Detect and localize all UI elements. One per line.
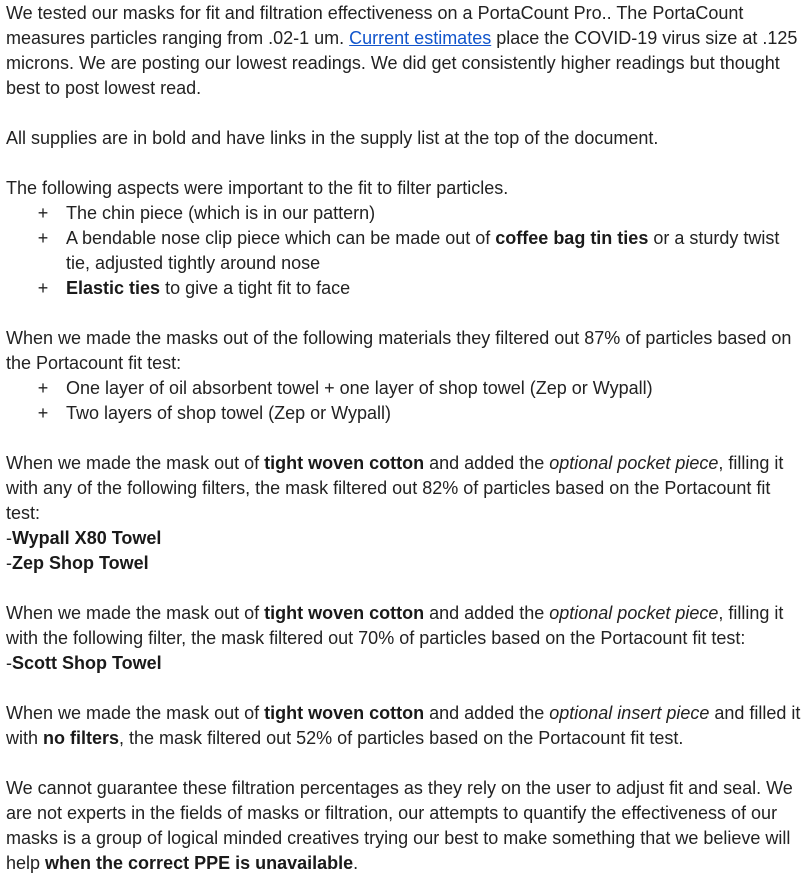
supplies-note: All supplies are in bold and have links in the supply list at the top of the document. (6, 128, 659, 148)
coffee-bag-tin-ties-supply: coffee bag tin ties (495, 228, 649, 248)
list-item (6, 401, 806, 426)
pocket-82-text-1: When we made the mask out of (6, 453, 265, 473)
optional-pocket-piece-label: optional pocket piece (549, 603, 719, 623)
paragraph-spacer (6, 101, 806, 126)
aspects-list (6, 201, 806, 301)
dash-marker: - (6, 553, 12, 573)
intro-paragraph (6, 1, 806, 101)
dash-marker: - (6, 653, 12, 673)
zep-shop-towel-supply: Zep Shop Towel (12, 553, 149, 573)
material-option-1: One layer of oil absorbent towel + one layer of shop towel (Zep or Wypall) (66, 378, 653, 398)
intro-text-1: We tested our masks for fit and filtration effectiveness on a PortaCount Pro.. The PortaCount measures particles ranging from .02-1 um. (6, 3, 744, 48)
paragraph-spacer (6, 751, 806, 776)
scott-shop-towel-supply: Scott Shop Towel (12, 653, 162, 673)
list-item (6, 226, 806, 276)
insert-52-text-1: When we made the mask out of (6, 703, 265, 723)
paragraph-spacer (6, 676, 806, 701)
pocket-70-text-1: When we made the mask out of (6, 603, 265, 623)
dash-marker: - (6, 528, 12, 548)
wypall-x80-towel-supply: Wypall X80 Towel (12, 528, 162, 548)
pocket-70-paragraph (6, 601, 806, 651)
pocket-70-text-2: and added the (424, 603, 550, 623)
optional-pocket-piece-label: optional pocket piece (549, 453, 719, 473)
paragraph-spacer (6, 151, 806, 176)
aspect-nose-clip-text-end: or a sturdy twist tie, adjusted tightly around nose (66, 228, 780, 273)
disclaimer-paragraph (6, 776, 806, 876)
disclaimer-end: . (353, 853, 359, 873)
no-filters-label: no filters (43, 728, 120, 748)
intro-text-2: place the COVID-19 virus size at .125 microns. We are posting our lowest readings. We did get consistently higher readings but thought best to post lowest read. (6, 28, 798, 98)
filter-line (6, 551, 806, 576)
insert-52-text-3: and filled it with (6, 703, 801, 748)
paragraph-spacer (6, 301, 806, 326)
optional-insert-piece-label: optional insert piece (549, 703, 710, 723)
tight-woven-cotton-supply: tight woven cotton (264, 453, 425, 473)
paragraph-spacer (6, 426, 806, 451)
plus-bullet-icon: + (37, 378, 49, 398)
plus-bullet-icon: + (37, 278, 49, 298)
pocket-70-text-3: , filling it with the following filter, the mask filtered out 70% of particles based on the Portacount fit test: (6, 603, 784, 648)
tight-woven-cotton-supply: tight woven cotton (264, 603, 425, 623)
insert-52-text-4: , the mask filtered out 52% of particles based on the Portacount fit test. (119, 728, 684, 748)
filter-line (6, 526, 806, 551)
plus-bullet-icon: + (37, 403, 49, 423)
tight-woven-cotton-supply: tight woven cotton (264, 703, 425, 723)
correct-ppe-unavailable-label: when the correct PPE is unavailable (45, 853, 354, 873)
plus-bullet-icon: + (37, 228, 49, 248)
plus-bullet-icon: + (37, 203, 49, 223)
filter-line (6, 651, 806, 676)
elastic-ties-supply: Elastic ties (66, 278, 161, 298)
aspect-elastic-text: to give a tight fit to face (160, 278, 351, 298)
insert-52-paragraph (6, 701, 806, 751)
insert-52-text-2: and added the (424, 703, 550, 723)
aspect-nose-clip-text: A bendable nose clip piece which can be made out of (66, 228, 496, 248)
materials-87-list (6, 376, 806, 426)
document-body (6, 1, 806, 876)
material-option-2: Two layers of shop towel (Zep or Wypall) (66, 403, 391, 423)
paragraph-spacer (6, 576, 806, 601)
materials-87-paragraph: When we made the masks out of the following materials they filtered out 87% of particles based on the Portacount fit test: (6, 328, 792, 373)
aspect-chin-piece: The chin piece (which is in our pattern) (66, 203, 376, 223)
pocket-82-text-3: , filling it with any of the following filters, the mask filtered out 82% of particles based on the Portacount fit test: (6, 453, 784, 523)
pocket-82-text-2: and added the (424, 453, 550, 473)
current-estimates-link[interactable]: Current estimates (349, 28, 492, 48)
list-item (6, 376, 806, 401)
list-item (6, 201, 806, 226)
disclaimer-text: We cannot guarantee these filtration percentages as they rely on the user to adjust fit and seal. We are not experts in the fields of masks or filtration, our attempts to quantify the effectiveness of our masks is a group of logical minded creatives trying our best to make something that we believe will help (6, 778, 793, 873)
aspects-heading: The following aspects were important to the fit to filter particles. (6, 178, 509, 198)
list-item (6, 276, 806, 301)
pocket-82-paragraph (6, 451, 806, 526)
